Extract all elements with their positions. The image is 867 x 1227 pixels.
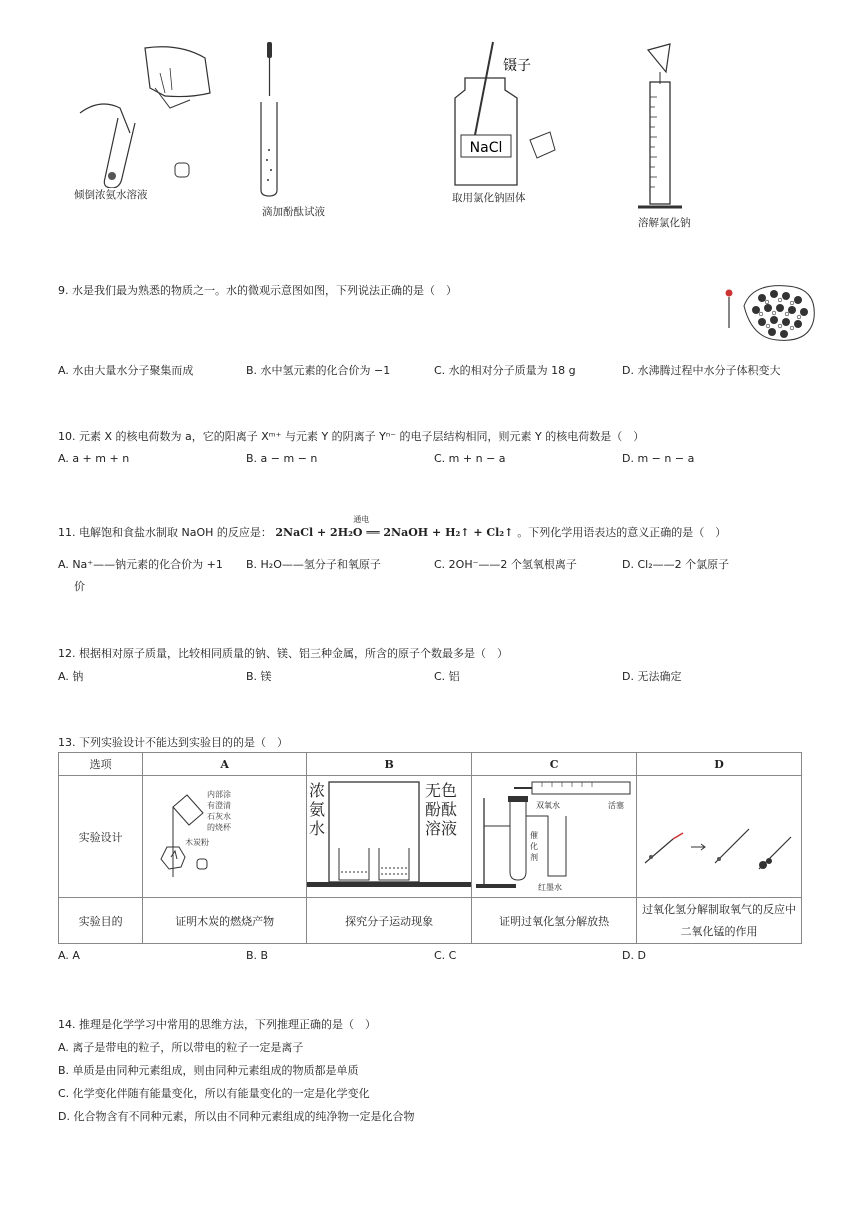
fig-b-right-2: 酚酞 (425, 800, 458, 819)
figure-cylinder (630, 42, 690, 217)
goal-c: 证明过氧化氢分解放热 (472, 898, 637, 944)
caption-nacl: 取用氯化钠固体 (452, 192, 526, 204)
q9-option-c[interactable]: C. 水的相对分子质量为 18 g (434, 364, 576, 377)
fig-c-label-1: 双氧水 (536, 801, 561, 810)
q11-stem-prefix: 11. 电解饱和食盐水制取 NaOH 的反应是： (58, 526, 272, 539)
tweezers-label: 镊子 (503, 58, 531, 74)
q14-option-b[interactable]: B. 单质是由同种元素组成，则由同种元素组成的物质都是单质 (58, 1064, 359, 1077)
q11-equation: 通电 2NaCl + 2H₂O ══ 2NaOH + H₂↑ + Cl₂↑ (275, 515, 514, 539)
figure-nacl-bottle (445, 40, 565, 190)
fig-a-label-3: 石灰水 (206, 812, 231, 821)
goal-a: 证明木炭的燃烧产物 (143, 898, 307, 944)
q13-option-b[interactable]: B. B (246, 949, 269, 962)
header-a: A (143, 753, 307, 776)
fig-a-label-4: 的烧杯 (206, 823, 231, 832)
q10-option-b[interactable]: B. a − m − n (246, 452, 318, 465)
q12-option-c[interactable]: C. 铝 (434, 670, 460, 683)
fig-c-label-6: 红墨水 (538, 883, 563, 892)
q11-option-a-wrap: 价 (74, 580, 85, 593)
design-c-figure (472, 776, 636, 894)
design-b-figure (307, 776, 471, 894)
design-c-cell (472, 776, 637, 898)
header-b: B (307, 753, 472, 776)
q9-option-b[interactable]: B. 水中氢元素的化合价为 −1 (246, 364, 391, 377)
q11-stem-suffix: 。下列化学用语表达的意义正确的是（ ） (517, 526, 727, 539)
caption-dropper: 滴加酚酞试液 (262, 206, 325, 218)
goal-d: 过氧化氢分解制取氧气的反应中二氧化锰的作用 (637, 898, 802, 944)
header-option: 选项 (59, 753, 143, 776)
fig-b-right-3: 溶液 (425, 819, 458, 838)
row-design-label: 实验设计 (59, 776, 143, 898)
q9-stem: 9. 水是我们最为熟悉的物质之一。水的微观示意图如图，下列说法正确的是（ ） (58, 284, 457, 297)
fig-b-right-1: 无色 (425, 781, 458, 800)
design-d-cell (637, 776, 802, 898)
q13-option-d[interactable]: D. D (622, 949, 646, 962)
q10-option-c[interactable]: C. m + n − a (434, 452, 506, 465)
header-d: D (637, 753, 802, 776)
q14-option-c[interactable]: C. 化学变化伴随有能量变化，所以有能量变化的一定是化学变化 (58, 1087, 370, 1100)
figure-pour-ammonia (70, 38, 220, 188)
q11-stem (58, 515, 727, 540)
header-c: C (472, 753, 637, 776)
q13-option-c[interactable]: C. C (434, 949, 457, 962)
q12-option-a[interactable]: A. 钠 (58, 670, 84, 683)
water-molecule-figure (722, 278, 818, 350)
q10-stem: 10. 元素 X 的核电荷数为 a，它的阳离子 Xᵐ⁺ 与元素 Y 的阴离子 Yⁿ⁻ 的电子层结构相同，则元素 Y 的核电荷数是（ ） (58, 430, 645, 443)
design-b-cell (307, 776, 472, 898)
bottle-label: NaCl (469, 140, 503, 156)
design-d-figure (639, 777, 799, 893)
q9-option-d[interactable]: D. 水沸腾过程中水分子体积变大 (622, 364, 781, 377)
q9-option-a[interactable]: A. 水由大量水分子聚集而成 (58, 364, 194, 377)
q11-option-c[interactable]: C. 2OH⁻——2 个氢氧根离子 (434, 558, 577, 571)
fig-b-left-1: 浓 (309, 781, 326, 800)
q13-stem: 13. 下列实验设计不能达到实验目的的是（ ） (58, 736, 288, 749)
fig-a-label-5: 木炭粉 (184, 838, 209, 847)
fig-c-label-3: 催 (530, 831, 539, 840)
q12-option-b[interactable]: B. 镁 (246, 670, 272, 683)
q13-option-a[interactable]: A. A (58, 949, 80, 962)
q14-option-d[interactable]: D. 化合物含有不同种元素，所以由不同种元素组成的纯净物一定是化合物 (58, 1110, 415, 1123)
design-a-cell (143, 776, 307, 898)
q12-option-d[interactable]: D. 无法确定 (622, 670, 682, 683)
q11-option-a[interactable]: A. Na⁺——钠元素的化合价为 +1 (58, 558, 223, 571)
fig-c-label-2: 活塞 (608, 801, 625, 810)
fig-c-label-5: 剂 (530, 853, 539, 862)
goal-b: 探究分子运动现象 (307, 898, 472, 944)
q10-option-a[interactable]: A. a + m + n (58, 452, 130, 465)
fig-b-left-3: 水 (309, 819, 326, 838)
q13-table (58, 752, 802, 944)
fig-c-label-4: 化 (530, 842, 539, 851)
q14-option-a[interactable]: A. 离子是带电的粒子，所以带电的粒子一定是离子 (58, 1041, 304, 1054)
design-a-figure (145, 777, 305, 893)
q14-stem: 14. 推理是化学学习中常用的思维方法，下列推理正确的是（ ） (58, 1018, 376, 1031)
q12-stem: 12. 根据相对原子质量，比较相同质量的钠、镁、铝三种金属，所含的原子个数最多是（ ） (58, 647, 508, 660)
figure-dropper (255, 40, 285, 200)
fig-b-left-2: 氨 (309, 800, 326, 819)
fig-a-label-2: 有澄清 (206, 801, 231, 810)
q11-condition: 通电 (353, 515, 370, 524)
row-goal-label: 实验目的 (59, 898, 143, 944)
caption-pour: 倾倒浓氨水溶液 (74, 189, 148, 201)
q11-option-d[interactable]: D. Cl₂——2 个氯原子 (622, 558, 730, 571)
q11-option-b[interactable]: B. H₂O——氢分子和氧原子 (246, 558, 381, 571)
q10-option-d[interactable]: D. m − n − a (622, 452, 695, 465)
caption-dissolve: 溶解氯化钠 (638, 217, 691, 229)
fig-a-label-1: 内部涂 (206, 790, 231, 799)
